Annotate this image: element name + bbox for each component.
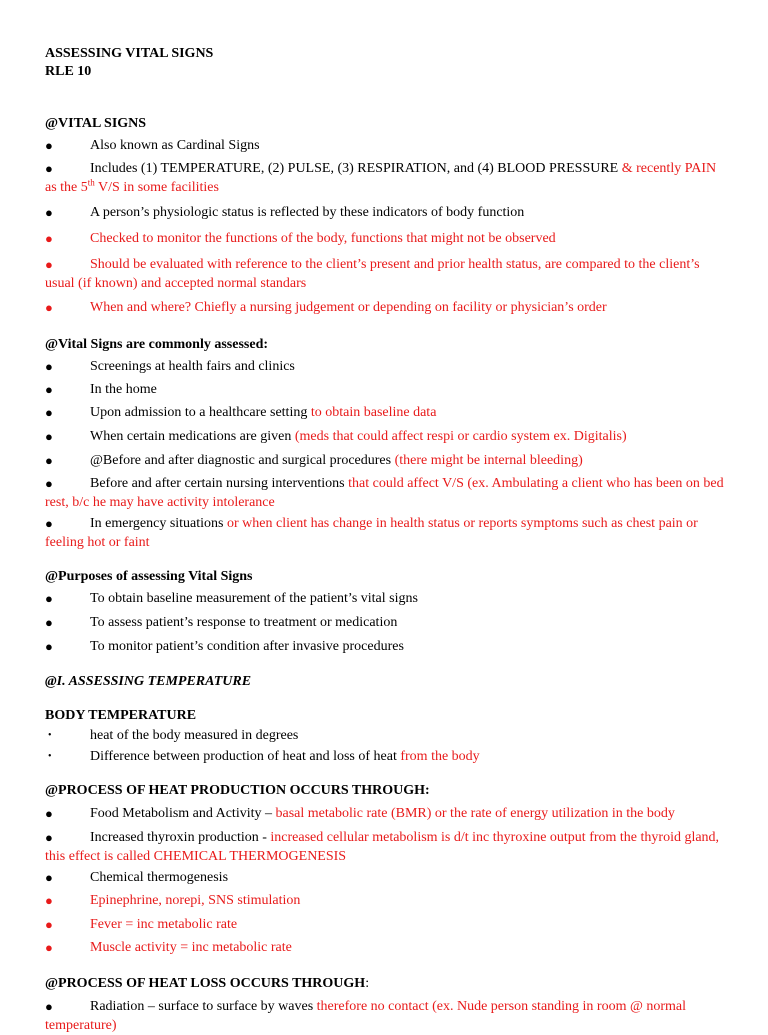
bullet-icon: ● xyxy=(45,516,53,531)
doc-title: ASSESSING VITAL SIGNS xyxy=(45,46,214,61)
section-heading-commonly-assessed: @Vital Signs are commonly assessed: xyxy=(45,337,269,352)
bullet-icon: ● xyxy=(45,453,53,468)
section-heading-assessing-temperature: @I. ASSESSING TEMPERATURE xyxy=(45,674,252,689)
doc-subtitle: RLE 10 xyxy=(45,64,92,79)
bullet-icon: ● xyxy=(45,429,53,444)
bullet-icon: ● xyxy=(45,806,53,821)
bullet-icon: ● xyxy=(45,231,53,246)
bullet-icon: ● xyxy=(45,359,53,374)
bullet-icon: ● xyxy=(45,138,53,153)
document-page: ASSESSING VITAL SIGNS RLE 10 @VITAL SIGNS ● Also known as Cardinal Signs ● Includes (1) TEMPERATURE, (2) PULSE, (3) RESPIRATION, and (4) BLOOD PRESSURE & recently PAIN as the 5th V/S in some facilities ● A person’s physiologic status is reflected by these indicators of body function ● Checked to monitor the functions of the body, functions that might not be observed ● Should be evaluated with reference to the client’s present and prior health status, are compared to the client’s usual (if known) and accepted normal standars ● When and where? Chiefly a nursing judgement or depending on facility or physician’s order @Vital Signs are commonly assessed: ● Screenings at health fairs and clinics ● In the home ● Upon admission to a healthcare setting to obtain baseline data ● When certain medications are given (meds that could affect respi or cardio system ex. Digitalis) ● @Before and after diagnostic and surgical procedures (there might be internal bleeding) ● Before and after certain nursing interventions that could affect V/S (ex. Ambulating a client who has been on bed rest, b/c he may have activity intolerance ● In emergency situations or when client has change in health status or reports symptoms such as chest pain or feeling hot or faint @Purposes of assessing Vital Signs ● To obtain baseline measurement of the patient’s vital signs ● To assess patient’s response to treatment or medication ● To monitor patient’s condition after invasive procedures @I. ASSESSING TEMPERATURE BODY TEMPERATURE • heat of the body measured in degrees • Difference between production of heat and loss of heat from the body @PROCESS OF HEAT PRODUCTION OCCURS THROUGH: ● Food Metabolism and Activity – basal metabolic rate (BMR) or the rate of energy utilization in the body ● Increased thyroxin production - increased cellular metabolism is d/t inc thyroxine output from the thyroid gland, this effect is called CHEMICAL THERMOGENESIS ● Chemical thermogenesis ● Epinephrine, norepi, SNS stimulation ● Fever = inc metabolic rate ● Muscle activity = inc metabolic rate @PROCESS OF HEAT LOSS OCCURS THROUGH: ● Radiation – surface to surface by waves therefore no contact (ex. Nude person standing in room @ normal temperature) xyxy=(0,0,768,1024)
section-heading-heat-loss: @PROCESS OF HEAT LOSS OCCURS THROUGH: xyxy=(45,976,370,991)
bullet-icon: ● xyxy=(45,161,53,176)
bullet-icon: ● xyxy=(45,893,53,908)
bullet-icon: ● xyxy=(45,205,53,220)
bullet-icon: ● xyxy=(45,476,53,491)
bullet-icon: ● xyxy=(45,615,53,630)
bullet-icon: ● xyxy=(45,940,53,955)
bullet-icon: ● xyxy=(45,870,53,885)
section-heading-vital-signs: @VITAL SIGNS xyxy=(45,116,147,131)
bullet-icon: • xyxy=(48,751,52,762)
bullet-icon: ● xyxy=(45,300,53,315)
section-heading-purposes: @Purposes of assessing Vital Signs xyxy=(45,569,253,584)
bullet-icon: ● xyxy=(45,999,53,1014)
bullet-icon: ● xyxy=(45,257,53,272)
bullet-icon: ● xyxy=(45,591,53,606)
bullet-icon: ● xyxy=(45,405,53,420)
section-heading-heat-production: @PROCESS OF HEAT PRODUCTION OCCURS THROUGH: xyxy=(45,783,430,798)
bullet-icon: ● xyxy=(45,917,53,932)
bullet-icon: • xyxy=(48,730,52,741)
section-heading-body-temperature: BODY TEMPERATURE xyxy=(45,708,197,723)
bullet-icon: ● xyxy=(45,639,53,654)
bullet-icon: ● xyxy=(45,830,53,845)
bullet-icon: ● xyxy=(45,382,53,397)
